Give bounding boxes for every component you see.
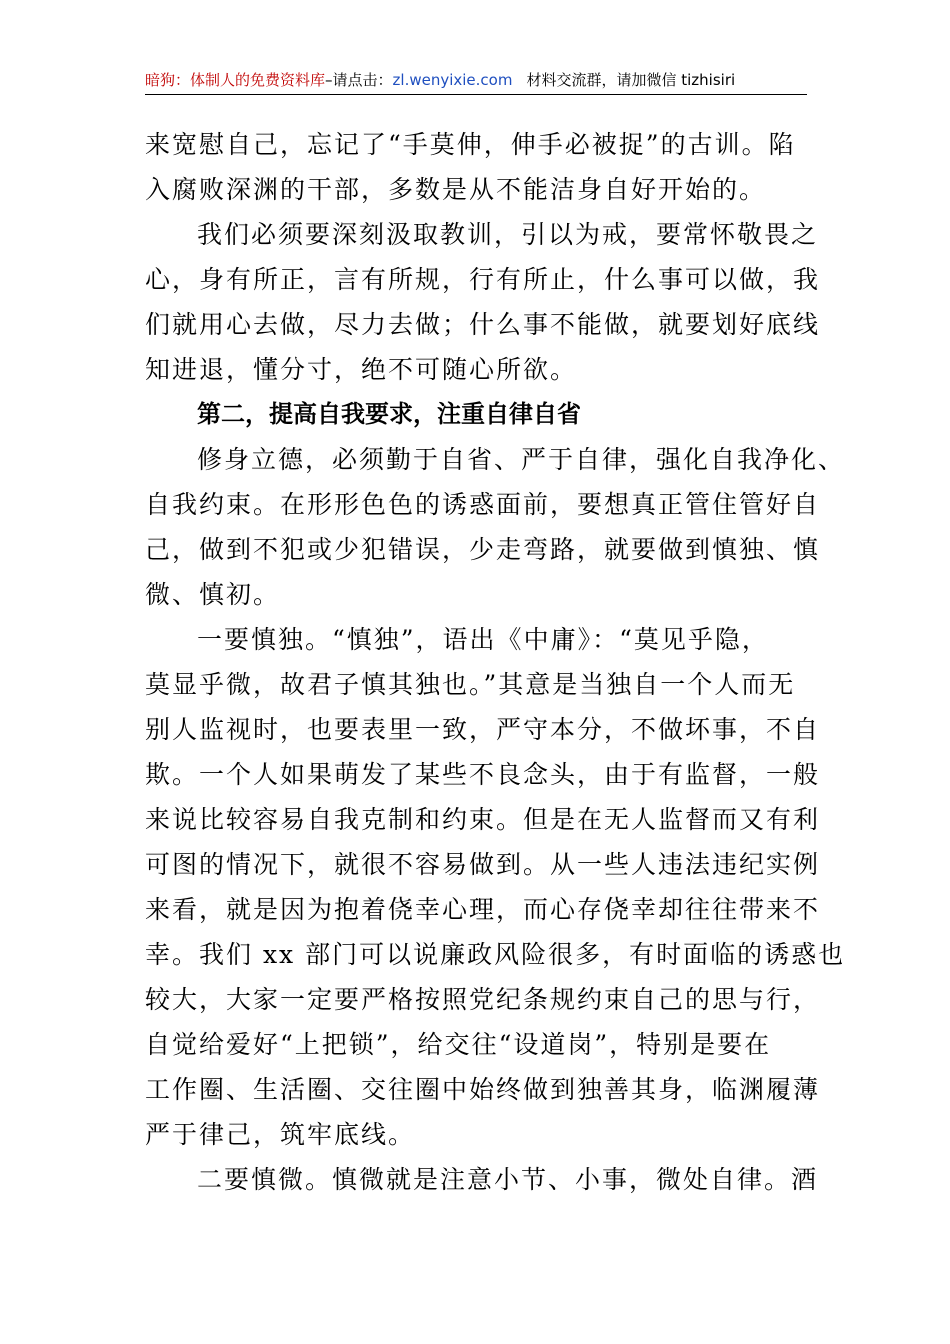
paragraph-line: 较大，大家一定要严格按照党纪条规约束自己的思与行， — [145, 985, 821, 1014]
paragraph-line: 微、慎初。 — [145, 580, 281, 609]
paragraph-line: 知进退，懂分寸，绝不可随心所欲。 — [145, 355, 578, 384]
paragraph-line: 二要慎微。慎微就是注意小节、小事，微处自律。酒 — [197, 1165, 819, 1194]
page-header — [145, 66, 807, 94]
header-source-label: 暗狗：体制人的免费资料库 — [145, 71, 326, 89]
paragraph-line: 己，做到不犯或少犯错误，少走弯路，就要做到慎独、慎 — [145, 535, 821, 564]
section-heading: 第二，提高自我要求，注重自律自省 — [197, 400, 581, 428]
paragraph-line: 别人监视时，也要表里一致，严守本分，不做坏事，不自 — [145, 715, 821, 744]
paragraph-line: 入腐败深渊的干部，多数是从不能洁身自好开始的。 — [145, 175, 767, 204]
paragraph-line: 莫显乎微，故君子慎其独也。”其意是当独自一个人而无 — [145, 670, 796, 699]
paragraph-line: 来看，就是因为抱着侥幸心理，而心存侥幸却往往带来不 — [145, 895, 821, 924]
header-url-link[interactable]: zl.wenyixie.com — [392, 71, 513, 89]
paragraph-line: 欺。一个人如果萌发了某些不良念头，由于有监督，一般 — [145, 760, 821, 789]
paragraph-line: 来宽慰自己，忘记了“手莫伸，伸手必被捉”的古训。陷 — [145, 130, 796, 159]
paragraph-line: 幸。我们 xx 部门可以说廉政风险很多，有时面临的诱惑也 — [145, 940, 846, 969]
paragraph-line: 自觉给爱好“上把锁”，给交往“设道岗”，特别是要在 — [145, 1030, 772, 1059]
paragraph-line: 来说比较容易自我克制和约束。但是在无人监督而又有利 — [145, 805, 821, 834]
paragraph-line: 一要慎独。“慎独”，语出《中庸》：“莫见乎隐， — [197, 625, 769, 654]
header-divider — [145, 94, 807, 95]
document-body — [145, 122, 846, 1202]
paragraph-line: 可图的情况下，就很不容易做到。从一些人违法违纪实例 — [145, 850, 821, 879]
paragraph-line: 工作圈、生活圈、交往圈中始终做到独善其身，临渊履薄 — [145, 1075, 821, 1104]
paragraph-line: 们就用心去做，尽力去做；什么事不能做，就要划好底线 — [145, 310, 821, 339]
header-group-text: 材料交流群，请加微信 tizhisiri — [526, 71, 736, 89]
paragraph-line: 心，身有所正，言有所规，行有所止，什么事可以做，我 — [145, 265, 821, 294]
paragraph-line: 我们必须要深刻汲取教训，引以为戒，要常怀敬畏之 — [197, 220, 819, 249]
header-click-label: –请点击： — [325, 71, 393, 89]
paragraph-line: 严于律己，筑牢底线。 — [145, 1120, 416, 1149]
paragraph-line: 自我约束。在形形色色的诱惑面前，要想真正管住管好自 — [145, 490, 821, 519]
paragraph-line: 修身立德，必须勤于自省、严于自律，强化自我净化、 — [197, 445, 846, 474]
